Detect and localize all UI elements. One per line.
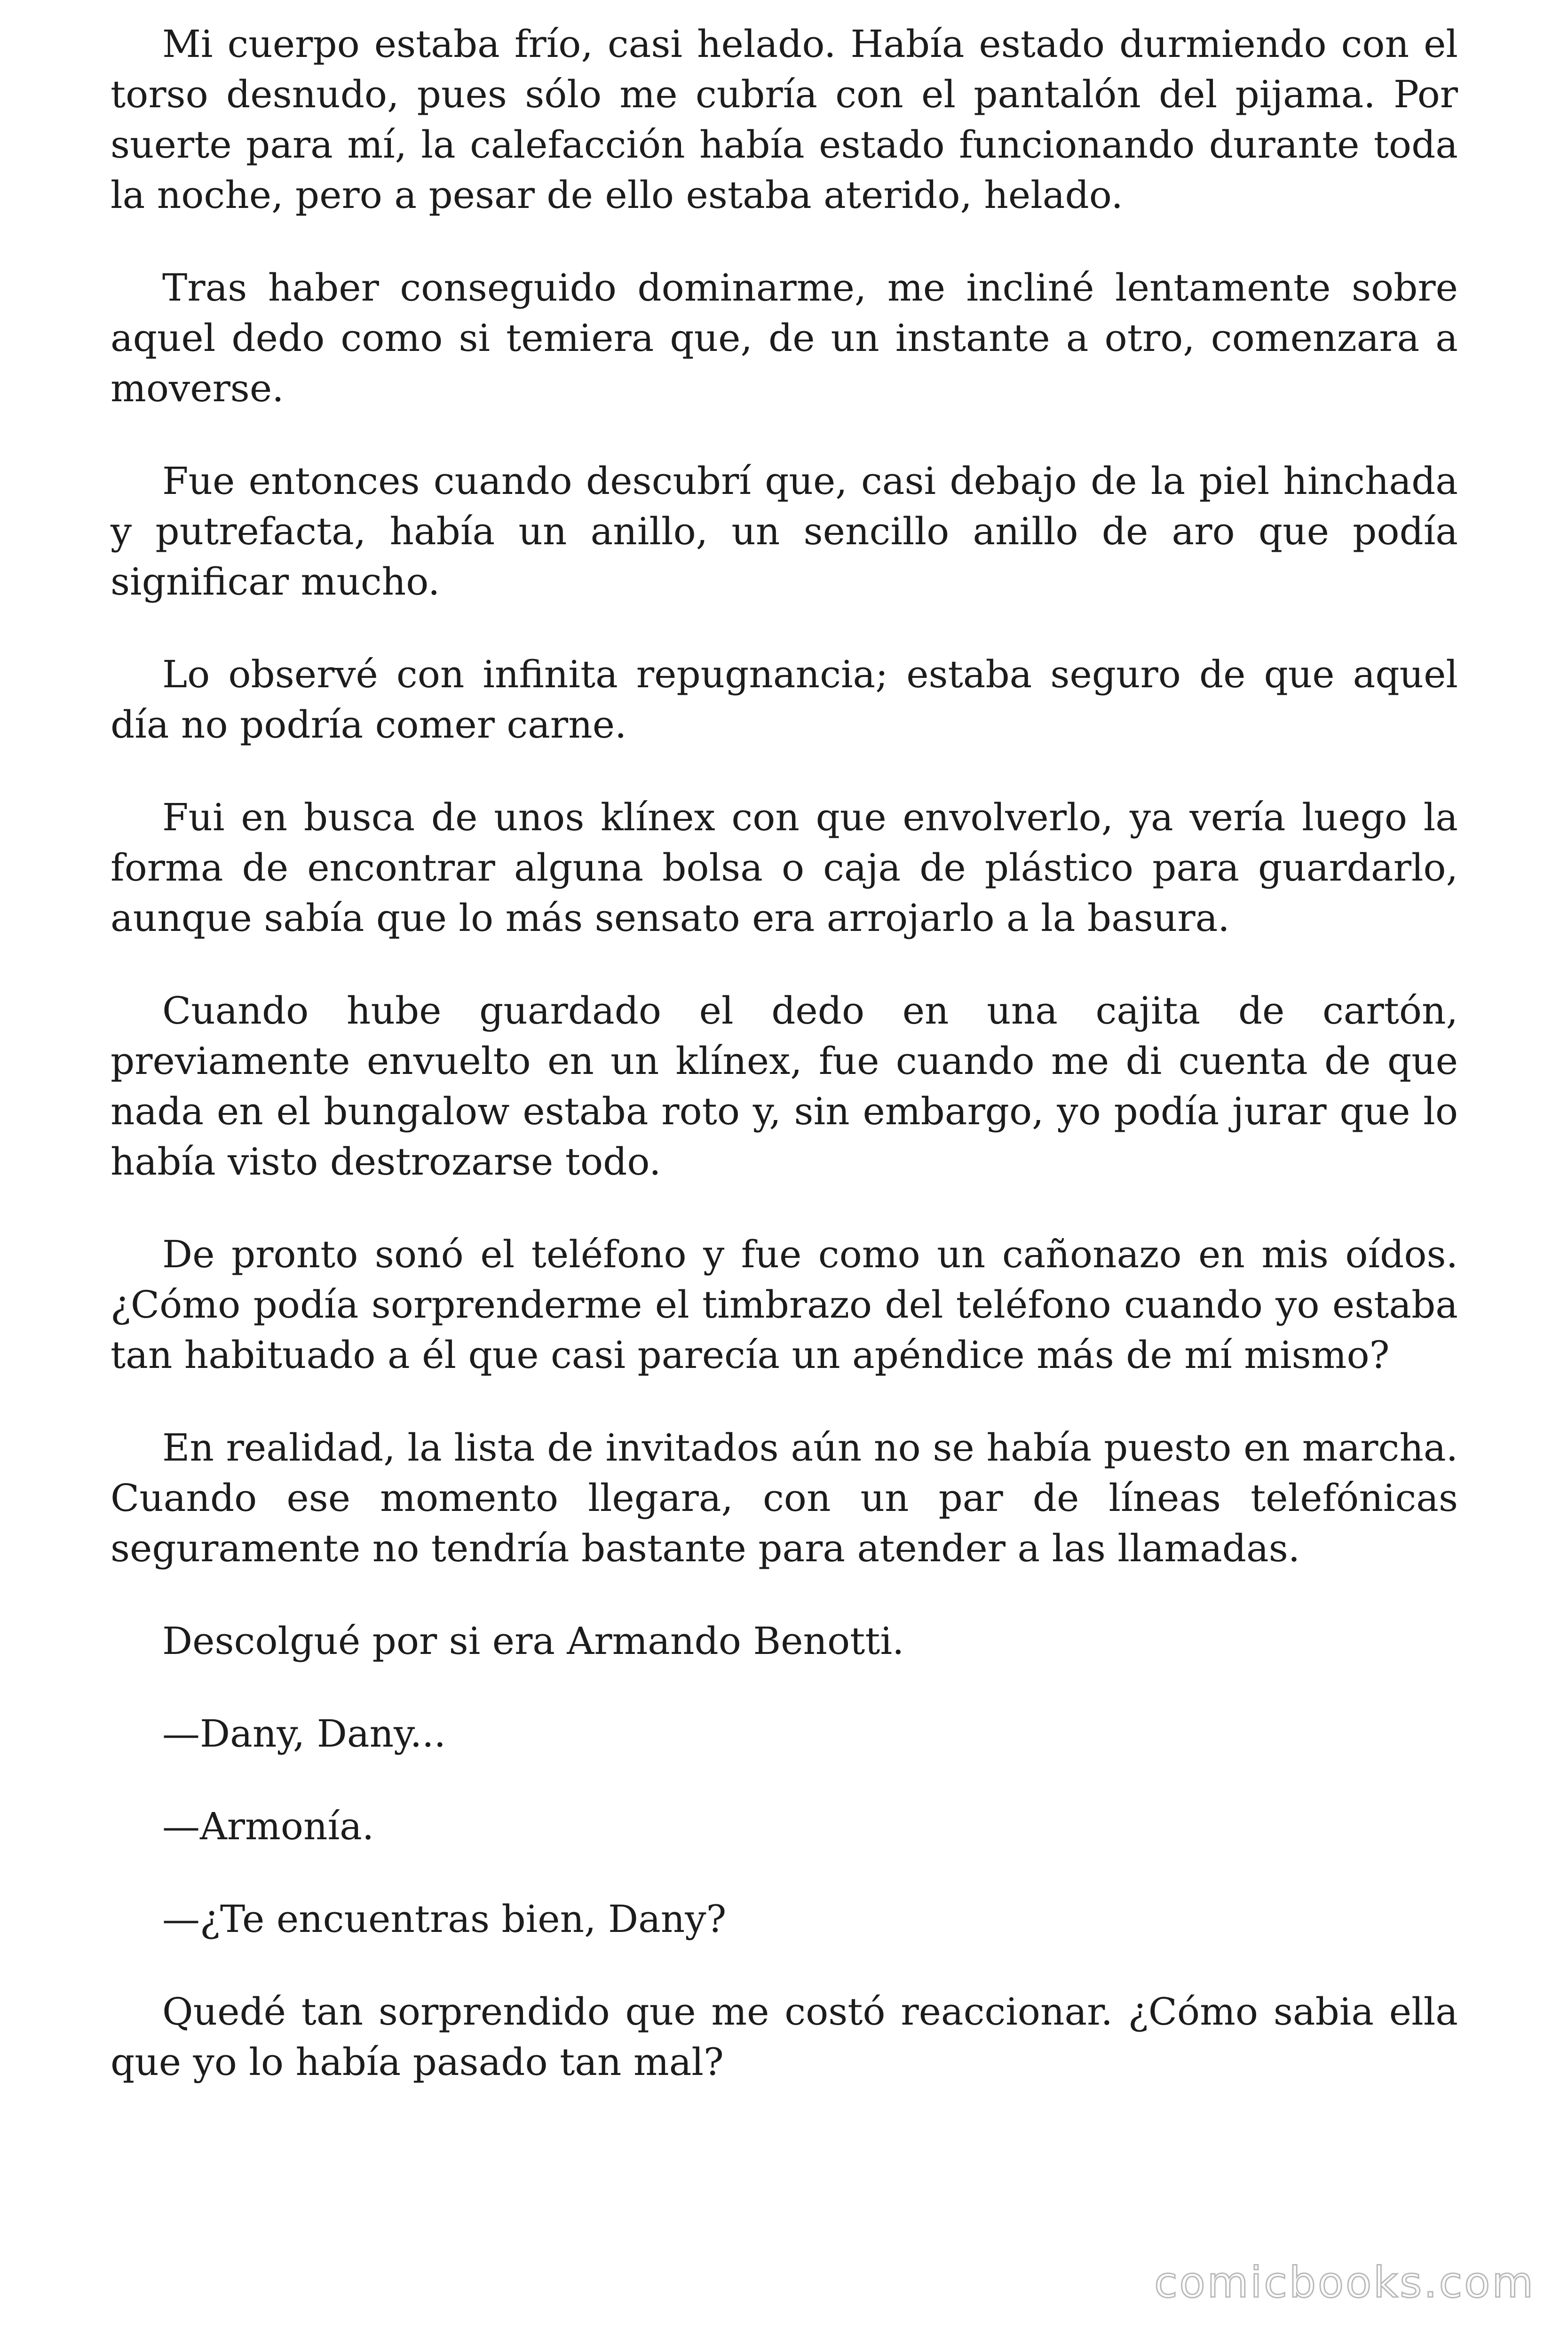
paragraph: En realidad, la lista de invitados aún no se había puesto en marcha. Cuando ese momento llegara, con un par de líneas telefónicas seguramente no tendría bastante para atender a las llamadas. (111, 1426, 1458, 1570)
paragraph: Lo observé con infinita repugnancia; estaba seguro de que aquel día no podría comer carne. (111, 652, 1458, 747)
paragraph: Quedé tan sorprendido que me costó reaccionar. ¿Cómo sabia ella que yo lo había pasado tan mal? (111, 1990, 1458, 2084)
site-watermark: comicbooks.com (1154, 2258, 1535, 2307)
paragraph: Tras haber conseguido dominarme, me incliné lentamente sobre aquel dedo como si temiera que, de un instante a otro, comenzara a moverse. (111, 266, 1458, 410)
dialogue-line: —Armonía. (162, 1804, 374, 1848)
dialogue-line: —Dany, Dany... (162, 1712, 446, 1756)
paragraph: De pronto sonó el teléfono y fue como un cañonazo en mis oídos. ¿Cómo podía sorprenderme el timbrazo del teléfono cuando yo estaba tan habituado a él que casi parecía un apéndice más de mí mismo? (111, 1232, 1458, 1377)
paragraph: Fue entonces cuando descubrí que, casi debajo de la piel hinchada y putrefacta, había un anillo, un sencillo anillo de aro que podía significar mucho. (111, 459, 1458, 604)
paragraph: Cuando hube guardado el dedo en una cajita de cartón, previamente envuelto en un klínex, fue cuando me di cuenta de que nada en el bungalow estaba roto y, sin embargo, yo podía jurar que lo había visto destrozarse todo. (111, 989, 1458, 1184)
paragraph: Fui en busca de unos klínex con que envolverlo, ya vería luego la forma de encontrar alguna bolsa o caja de plástico para guardarlo, aunque sabía que lo más sensato era arrojarlo a la basura. (111, 795, 1458, 940)
paragraph: Descolgué por si era Armando Benotti. (162, 1619, 904, 1663)
book-page (111, 19, 1458, 2130)
dialogue-line: —¿Te encuentras bien, Dany? (162, 1897, 727, 1941)
paragraph: Mi cuerpo estaba frío, casi helado. Había estado durmiendo con el torso desnudo, pues sólo me cubría con el pantalón del pijama. Por suerte para mí, la calefacción había estado funcionando durante toda la noche, pero a pesar de ello estaba aterido, helado. (111, 22, 1458, 217)
